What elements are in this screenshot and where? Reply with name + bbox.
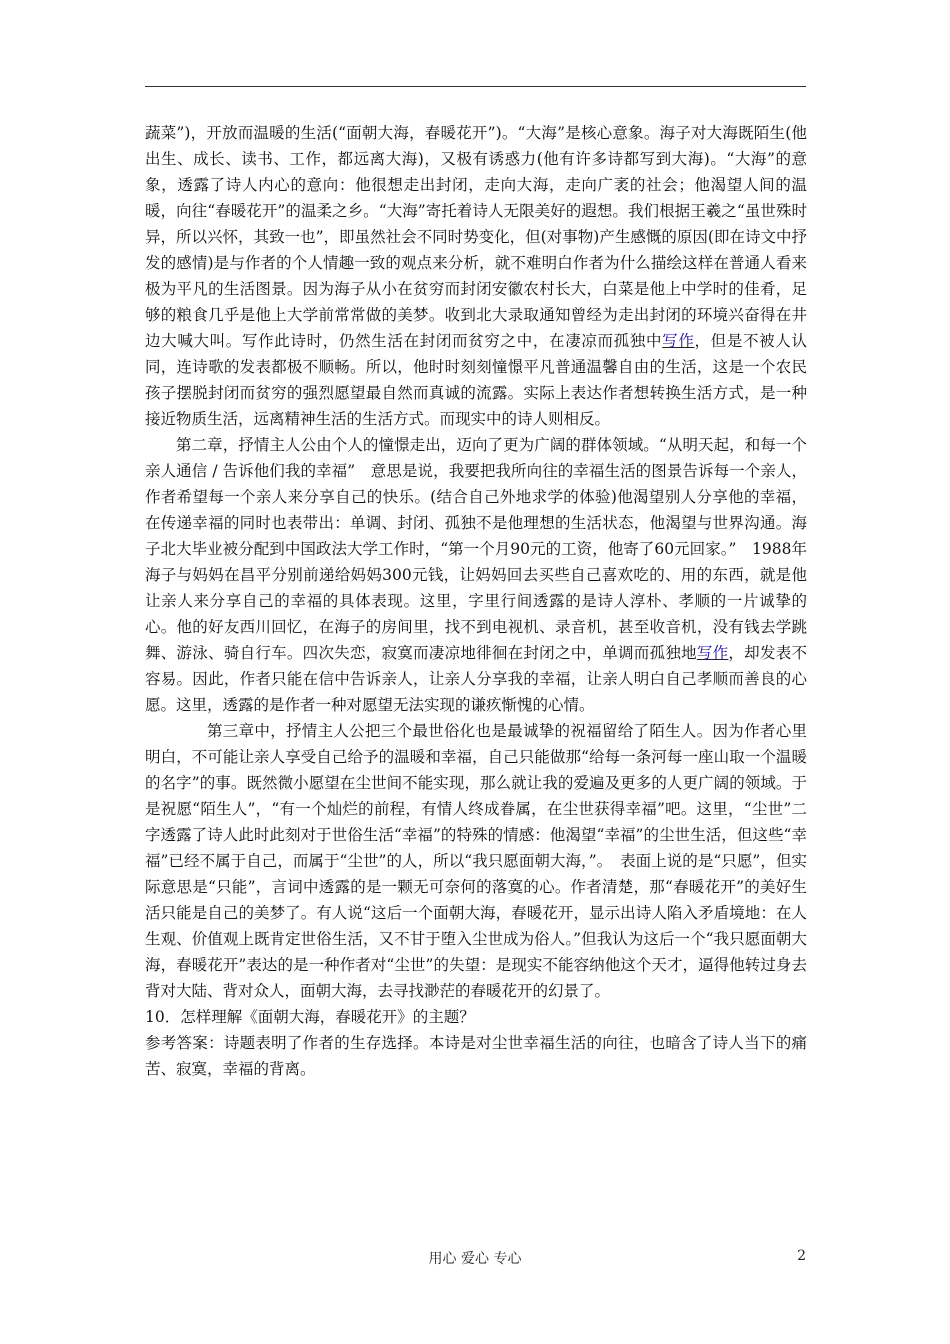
- header-rule: [145, 86, 806, 87]
- paragraph: [145, 432, 807, 718]
- inline-link[interactable]: 写作: [662, 332, 695, 350]
- inline-link[interactable]: 写作: [696, 644, 729, 662]
- paragraph-text: 第三章中，抒情主人公把三个最世俗化也是最诚挚的祝福留给了陌生人。因为作者心里明白，不可能让亲人享受自己给予的温暖和幸福，自己只能做那“给每一条河每一座山取一个温暖的名字”的事。既然微小愿望在尘世间不能实现，那么就让我的爱遍及更多的人更广阔的领域。于是祝愿“陌生人”，“有一个灿烂的前程，有情人终成眷属，在尘世获得幸福”吧。这里，“尘世”二字透露了诗人此时此刻对于世俗生活“幸福”的特殊的情感：他渴望“幸福”的尘世生活，但这些“幸福”已经不属于自己，而属于“尘世”的人，所以“我只愿面朝大海，”。 表面上说的是“只愿”，但实际意思是“只能”，言词中透露的是一颗无可奈何的落寞的心。作者清楚，那“春暖花开”的美好生活只能是自己的美梦了。有人说“这后一个面朝大海，春暖花开，显示出诗人陷入矛盾境地：在人生观、价值观上既肯定世俗生活，又不甘于堕入尘世成为俗人。”但我认为这后一个“我只愿面朝大海，春暖花开”表达的是一种作者对“尘世”的失望：是现实不能容纳他这个天才，逼得他转过身去背对大陆、背对众人，面朝大海，去寻找渺茫的春暖花开的幻景了。: [145, 722, 807, 1000]
- paragraph-text: 参考答案：诗题表明了作者的生存选择。本诗是对尘世幸福生活的向往，也暗含了诗人当下的痛苦、寂寞，幸福的背离。: [145, 1034, 807, 1078]
- paragraph-text: 第二章，抒情主人公由个人的憧憬走出，迈向了更为广阔的群体领域。“从明天起，和每一个亲人通信 / 告诉他们我的幸福” 意思是说，我要把我所向往的幸福生活的图景告诉每一个亲人，作者希望每一个亲人来分享自己的快乐。(结合自己外地求学的体验)他渴望别人分享他的幸福，在传递幸福的同时也表带出：单调、封闭、孤独不是他理想的生活状态，他渴望与世界沟通。海子北大毕业被分配到中国政法大学工作时，“第一个月90元的工资，他寄了60元回家。” 1988年海子与妈妈在昌平分别前递给妈妈300元钱，让妈妈回去买些自己喜欢吃的、用的东西，就是他让亲人来分享自己的幸福的具体表现。这里，字里行间透露的是诗人淳朴、孝顺的一片诚挚的心。他的好友西川回忆，在海子的房间里，找不到电视机、录音机，甚至收音机，没有钱去学跳舞、游泳、骑自行车。四次失恋，寂寞而凄凉地徘徊在封闭之中，单调而孤独地: [145, 436, 807, 662]
- paragraph-text: 蔬菜”)，开放而温暖的生活(“面朝大海，春暖花开”)。“大海”是核心意象。海子对大海既陌生(他出生、成长、读书、工作，都远离大海)，又极有诱惑力(他有许多诗都写到大海)。“大海”的意象，透露了诗人内心的意向：他很想走出封闭，走向大海，走向广袤的社会；他渴望人间的温暖，向往“春暖花开”的温柔之乡。“大海”寄托着诗人无限美好的遐想。我们根据王羲之“虽世殊时异，所以兴怀，其致一也”，即虽然社会不同时势变化，但(对事物)产生感慨的原因(即在诗文中抒发的感情)是与作者的个人情趣一致的观点来分析，就不难明白作者为什么描绘这样在普通人看来极为平凡的生活图景。因为海子从小在贫穷而封闭安徽农村长大，白菜是他上中学时的佳肴，足够的粮食几乎是他上大学前常常做的美梦。收到北大录取通知曾经为走出封闭的环境兴奋得在井边大喊大叫。写作此诗时，仍然生活在封闭而贫穷之中，在凄凉而孤独中: [145, 124, 807, 350]
- paragraph: [145, 1004, 807, 1030]
- paragraph-text: ，但是不被人认同，连诗歌的发表都极不顺畅。所以，他时时刻刻憧憬平凡普通温馨自由的生活，这是一个农民孩子摆脱封闭而贫穷的强烈愿望最自然而真诚的流露。实际上表达作者想转换生活方式，是一种接近物质生活，远离精神生活的生活方式。而现实中的诗人则相反。: [145, 332, 807, 428]
- paragraph-text: 10．怎样理解《面朝大海，春暖花开》的主题？: [145, 1008, 475, 1026]
- document-body: [145, 120, 807, 1082]
- footer-slogan: 用心 爱心 专心: [428, 1251, 522, 1267]
- paragraph: [145, 1030, 807, 1082]
- paragraph-text: ，却发表不容易。因此，作者只能在信中告诉亲人，让亲人分享我的幸福，让亲人明白自己孝顺而善良的心愿。这里，透露的是作者一种对愿望无法实现的谦疚惭愧的心情。: [145, 644, 807, 714]
- page-number: 2: [797, 1248, 806, 1264]
- paragraph: [145, 120, 807, 432]
- paragraph: [145, 718, 807, 1004]
